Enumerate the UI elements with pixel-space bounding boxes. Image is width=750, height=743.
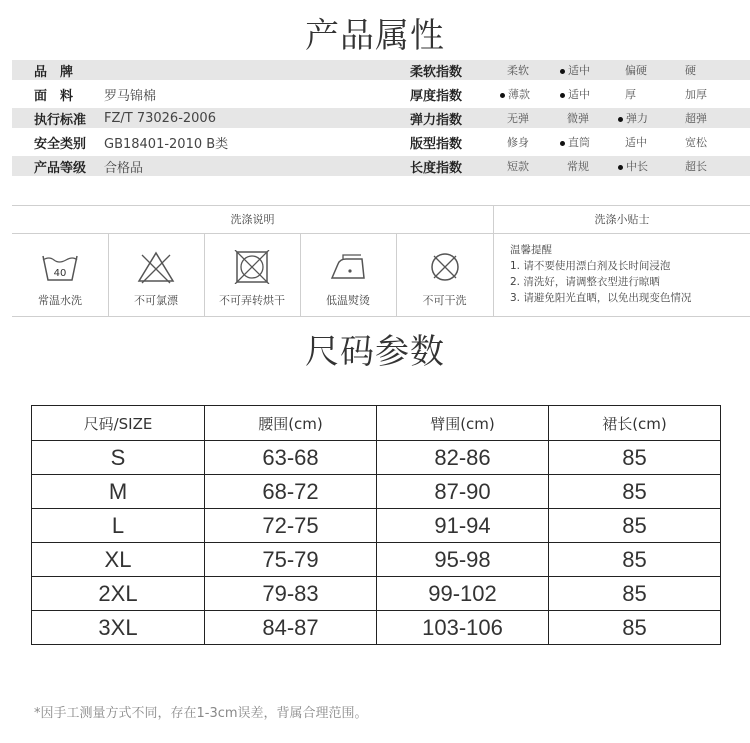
index-option-label: 直筒 (568, 136, 590, 149)
attribute-row (12, 84, 750, 104)
index-option-label: 柔软 (507, 64, 529, 77)
table-cell: 63-68 (205, 441, 377, 475)
index-option (678, 86, 707, 102)
index-option-label: 厚 (625, 88, 636, 101)
table-cell: 72-75 (205, 509, 377, 543)
table-row (32, 611, 721, 645)
column-header: 腰围(cm) (205, 406, 377, 441)
index-option (560, 110, 589, 126)
index-option (560, 86, 590, 102)
index-option (500, 62, 529, 78)
table-cell: 68-72 (205, 475, 377, 509)
wash-tips (510, 242, 691, 306)
low-iron-icon (328, 250, 368, 284)
size-table (31, 405, 721, 645)
table-cell: 91-94 (377, 509, 549, 543)
index-option (678, 62, 696, 78)
selected-dot-icon (560, 93, 565, 98)
table-cell: XL (32, 543, 205, 577)
attribute-row (12, 60, 750, 80)
attributes-title: 产品属性 (305, 16, 445, 56)
index-option (618, 62, 647, 78)
table-cell: 84-87 (205, 611, 377, 645)
table-cell: 82-86 (377, 441, 549, 475)
table-cell: S (32, 441, 205, 475)
index-option-label: 适中 (568, 88, 590, 101)
wash-section (12, 205, 750, 317)
index-option (500, 110, 529, 126)
attribute-label: 面料 (34, 88, 87, 104)
index-option (500, 134, 529, 150)
wash-symbol-label: 常温水洗 (38, 294, 82, 307)
index-option (500, 158, 529, 174)
selected-dot-icon (500, 93, 505, 98)
index-option-label: 宽松 (685, 136, 707, 149)
wash-symbol-label: 不可氯漂 (134, 294, 178, 307)
wash-symbol (300, 234, 397, 316)
index-option (618, 158, 648, 174)
attribute-label: 产品等级 (34, 160, 87, 176)
index-option-label: 适中 (568, 64, 590, 77)
attribute-row (12, 156, 750, 176)
selected-dot-icon (618, 165, 623, 170)
no-bleach-icon (136, 250, 176, 284)
index-option-label: 短款 (507, 160, 529, 173)
attribute-value: GB18401-2010 B类 (104, 136, 229, 152)
table-cell: 103-106 (377, 611, 549, 645)
attribute-row (12, 132, 750, 152)
index-option-label: 超长 (685, 160, 707, 173)
size-table-header (32, 406, 721, 441)
index-option-label: 弹力 (626, 112, 648, 125)
index-option (678, 158, 707, 174)
table-cell: 87-90 (377, 475, 549, 509)
index-option (560, 158, 589, 174)
index-option-label: 微弹 (567, 112, 589, 125)
index-label: 长度指数 (410, 160, 463, 176)
wash-temp-label: 40 (53, 268, 67, 279)
selected-dot-icon (560, 141, 565, 146)
index-option-label: 无弹 (507, 112, 529, 125)
index-option (560, 62, 590, 78)
column-header: 尺码/SIZE (32, 406, 205, 441)
wash-symbol-label: 不可干洗 (422, 294, 467, 307)
table-cell: M (32, 475, 205, 509)
table-cell: 85 (549, 611, 721, 645)
wash-symbol-label: 不可弄转烘干 (219, 294, 285, 307)
wash-tip-title: 温馨提醒 (510, 244, 552, 256)
wash-40-icon (40, 250, 80, 284)
index-option-label: 常规 (567, 160, 589, 173)
table-cell: 79-83 (205, 577, 377, 611)
table-cell: 95-98 (377, 543, 549, 577)
table-row (32, 509, 721, 543)
index-label: 版型指数 (410, 136, 463, 152)
attribute-label: 品牌 (34, 64, 87, 80)
index-option-label: 硬 (685, 64, 696, 77)
attribute-label: 执行标准 (34, 112, 87, 128)
no-tumble-dry-icon (232, 250, 272, 284)
no-dry-clean-icon (425, 250, 465, 284)
measurement-note: *因手工测量方式不同，存在1-3cm误差，背属合理范围。 (34, 706, 368, 721)
table-cell: 2XL (32, 577, 205, 611)
index-option-label: 薄款 (508, 88, 530, 101)
wash-tip: 2. 清洗好，请调整衣型进行晾晒 (510, 276, 660, 288)
wash-tip: 1. 请不要使用漂白剂及长时间浸泡 (510, 260, 671, 272)
index-label: 柔软指数 (410, 64, 463, 80)
table-row (32, 577, 721, 611)
index-option (618, 86, 636, 102)
table-cell: L (32, 509, 205, 543)
table-cell: 85 (549, 475, 721, 509)
size-title: 尺码参数 (305, 332, 445, 372)
wash-symbol (108, 234, 205, 316)
table-cell: 85 (549, 577, 721, 611)
wash-symbol (396, 234, 494, 316)
index-option (560, 134, 590, 150)
index-label: 弹力指数 (410, 112, 463, 128)
selected-dot-icon (618, 117, 623, 122)
table-row (32, 441, 721, 475)
column-header: 裙长(cm) (549, 406, 721, 441)
table-cell: 85 (549, 441, 721, 475)
wash-symbol-label: 低温熨烫 (326, 294, 370, 307)
attribute-value: 合格品 (104, 160, 144, 176)
index-option (618, 110, 648, 126)
index-label: 厚度指数 (410, 88, 463, 104)
table-row (32, 475, 721, 509)
wash-tip: 3. 请避免阳光直晒，以免出现变色情况 (510, 292, 692, 304)
table-cell: 85 (549, 509, 721, 543)
attribute-value: FZ/T 73026-2006 (104, 110, 216, 126)
table-cell: 75-79 (205, 543, 377, 577)
index-option (678, 110, 707, 126)
index-option-label: 加厚 (685, 88, 707, 101)
attribute-row (12, 108, 750, 128)
wash-symbol (12, 234, 109, 316)
index-option (500, 86, 530, 102)
table-cell: 3XL (32, 611, 205, 645)
attribute-value: 罗马锦棉 (104, 88, 157, 104)
table-cell: 85 (549, 543, 721, 577)
column-header: 臂围(cm) (377, 406, 549, 441)
wash-header: 洗涤说明 (12, 206, 494, 234)
wash-tips-header: 洗涤小贴士 (494, 206, 750, 234)
index-option-label: 修身 (507, 136, 529, 149)
index-option (618, 134, 647, 150)
selected-dot-icon (560, 69, 565, 74)
table-row (32, 543, 721, 577)
index-option-label: 偏硬 (625, 64, 647, 77)
attribute-label: 安全类别 (34, 136, 87, 152)
index-option-label: 超弹 (685, 112, 707, 125)
wash-symbol (204, 234, 301, 316)
table-cell: 99-102 (377, 577, 549, 611)
index-option (678, 134, 707, 150)
index-option-label: 中长 (626, 160, 648, 173)
index-option-label: 适中 (625, 136, 647, 149)
